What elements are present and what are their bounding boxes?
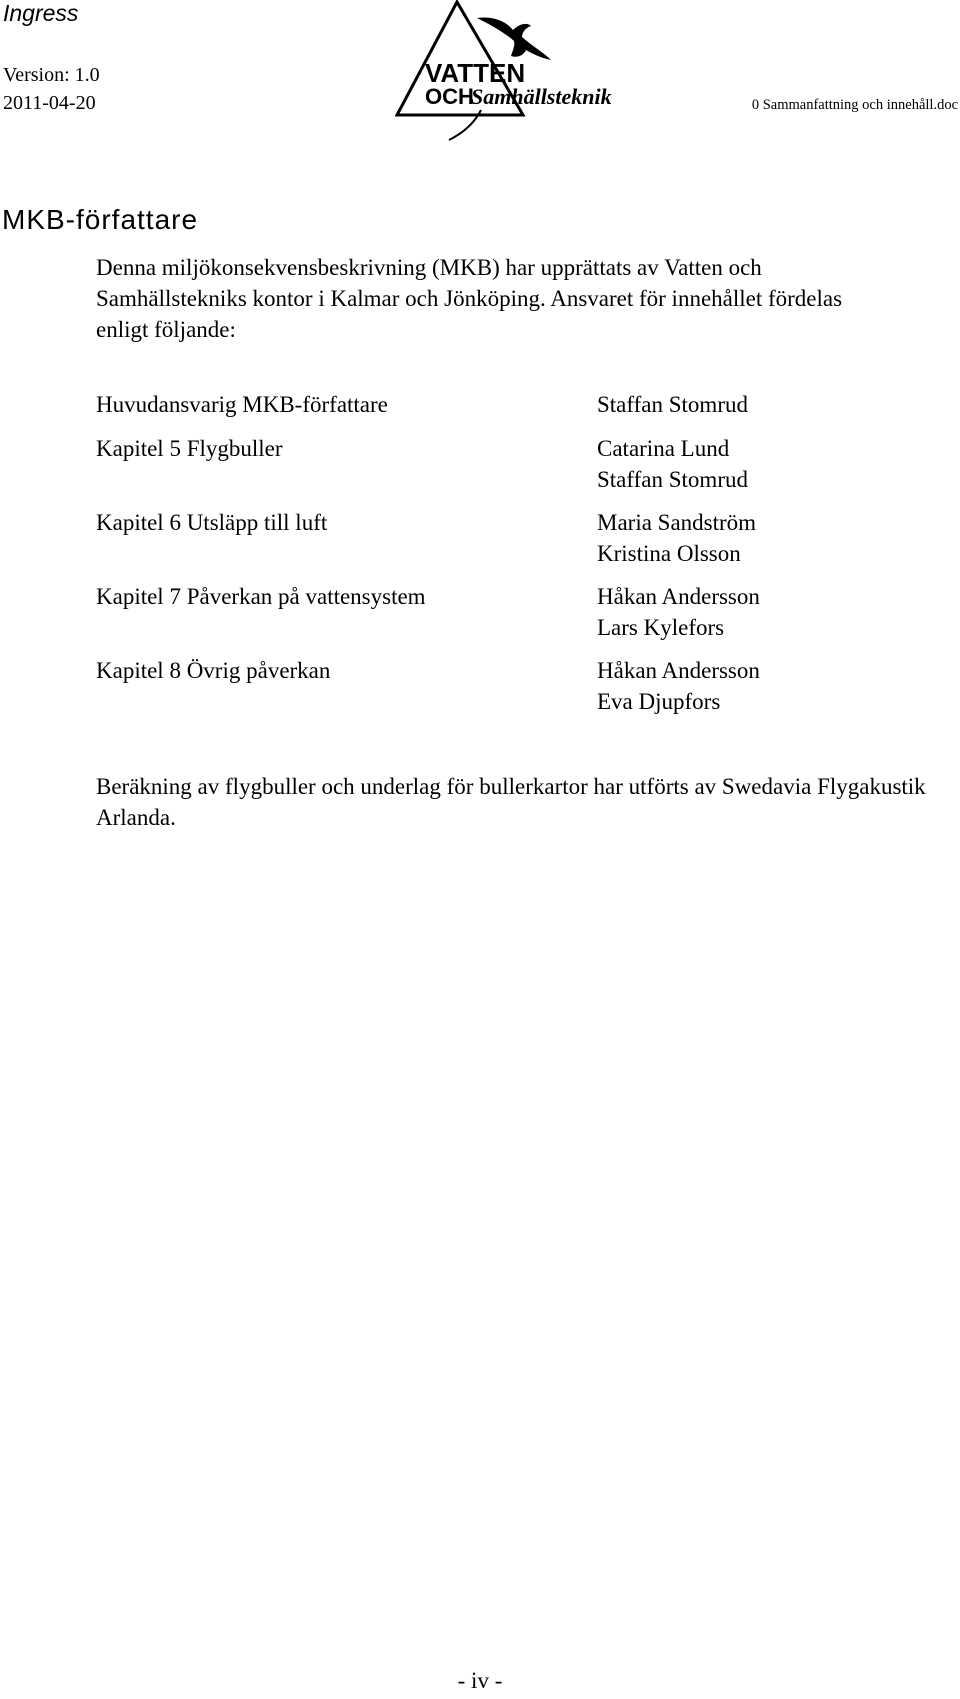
- author-names-2: [597, 507, 756, 569]
- logo-text-vatten: VATTEN: [425, 58, 526, 88]
- document-version: Version: 1.0: [3, 64, 100, 86]
- author-role-4: Kapitel 8 Övrig påverkan: [96, 658, 331, 683]
- author-names-4: [597, 655, 760, 717]
- author-names-3: [597, 581, 760, 643]
- author-name: Lars Kylefors: [597, 615, 725, 640]
- section-heading: MKB-författare: [2, 204, 199, 235]
- intro-paragraph: Denna miljökonsekvensbeskrivning (MKB) har upprättats av Vatten och Samhällstekniks kontor i Kalmar och Jönköping. Ansvaret för innehållet fördelas enligt följande:: [96, 255, 843, 342]
- document-section-title: Ingress: [3, 0, 79, 26]
- company-logo: [395, 0, 635, 142]
- author-name: Maria Sandström: [597, 510, 757, 535]
- author-name: Eva Djupfors: [597, 689, 721, 714]
- logo-text-och: OCH: [425, 84, 474, 109]
- author-name: Håkan Andersson: [597, 658, 760, 683]
- author-role-0: Huvudansvarig MKB-författare: [96, 392, 388, 417]
- logo-text-samhallsteknik: Samhällsteknik: [471, 84, 612, 109]
- author-name: Staffan Stomrud: [597, 392, 748, 417]
- document-date: 2011-04-20: [3, 92, 96, 114]
- acknowledgement-paragraph: Beräkning av flygbuller och underlag för bullerkartor har utförts av Swedavia Flygakustik Arlanda.: [96, 774, 926, 830]
- page-number: - iv -: [457, 1668, 503, 1693]
- author-role-2: Kapitel 6 Utsläpp till luft: [96, 510, 328, 535]
- author-names-0: [597, 389, 748, 420]
- author-name: Håkan Andersson: [597, 584, 760, 609]
- author-name: Catarina Lund: [597, 436, 730, 461]
- author-names-1: [597, 433, 748, 495]
- author-role-1: Kapitel 5 Flygbuller: [96, 436, 283, 461]
- document-filename: 0 Sammanfattning och innehåll.doc: [751, 97, 958, 113]
- author-name: Staffan Stomrud: [597, 467, 748, 492]
- author-role-3: Kapitel 7 Påverkan på vattensystem: [96, 584, 426, 609]
- author-name: Kristina Olsson: [597, 541, 741, 566]
